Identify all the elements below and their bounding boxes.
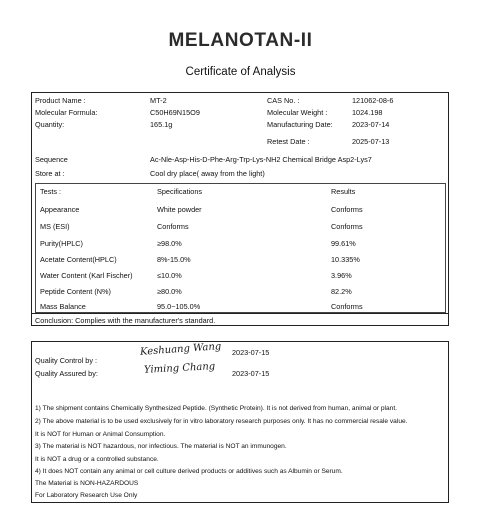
qa-signature: Yiming Chang <box>143 361 216 376</box>
retest-date-label: Retest Date : <box>267 137 310 146</box>
sequence-label: Sequence <box>35 155 68 164</box>
formula-value: C50H69N15O9 <box>150 108 200 117</box>
note-line: It is NOT a drug or a controlled substance. <box>35 456 159 463</box>
note-line: 4) It does NOT contain any animal or cell culture derived products or additives such as Albumin or Serum. <box>35 468 343 475</box>
test-spec: White powder <box>157 205 202 214</box>
qc-label: Quality Control by : <box>35 356 98 365</box>
test-result: 10.335% <box>331 255 360 264</box>
sequence-value: Ac-Nle-Asp-His-D-Phe-Arg-Trp-Lys-NH2 Chemical Bridge Asp2-Lys7 <box>150 155 372 164</box>
test-result: 3.96% <box>331 271 352 280</box>
specifications-header: Specifications <box>157 187 203 196</box>
tests-header: Tests : <box>40 187 62 196</box>
results-header: Results <box>331 187 356 196</box>
test-spec: ≥80.0% <box>157 287 182 296</box>
test-result: 82.2% <box>331 287 352 296</box>
test-spec: ≤10.0% <box>157 271 182 280</box>
formula-label: Molecular Formula: <box>35 108 98 117</box>
test-result: Conforms <box>331 205 363 214</box>
test-name: Water Content (Karl Fischer) <box>40 271 133 280</box>
note-line: 3) The material is NOT hazardous, nor infectious. The material is NOT an immunogen. <box>35 443 287 450</box>
test-name: Purity(HPLC) <box>40 239 83 248</box>
note-line: For Laboratory Research Use Only <box>35 492 138 499</box>
weight-label: Molecular Weight : <box>267 108 328 117</box>
quantity-value: 165.1g <box>150 120 173 129</box>
qa-date: 2023-07-15 <box>232 369 270 378</box>
document-subtitle: Certificate of Analysis <box>185 66 296 78</box>
mfg-date-label: Manufacturing Date: <box>267 120 333 129</box>
retest-date-value: 2025-07-13 <box>352 137 390 146</box>
cas-label: CAS No. : <box>267 96 300 105</box>
test-result: Conforms <box>331 222 363 231</box>
document-title: MELANOTAN-II <box>168 30 313 51</box>
test-result: Conforms <box>331 302 363 311</box>
qc-date: 2023-07-15 <box>232 348 270 357</box>
test-result: 99.61% <box>331 239 356 248</box>
quantity-label: Quantity: <box>35 120 65 129</box>
qa-label: Quality Assured by: <box>35 369 98 378</box>
weight-value: 1024.198 <box>352 108 383 117</box>
test-name: Appearance <box>40 205 80 214</box>
product-name-value: MT-2 <box>150 96 167 105</box>
mfg-date-value: 2023-07-14 <box>352 120 390 129</box>
test-name: Peptide Content (N%) <box>40 287 111 296</box>
conclusion-text: Conclusion: Complies with the manufacturer's standard. <box>35 316 216 325</box>
store-value: Cool dry place( away from the light) <box>150 169 265 178</box>
note-line: 2) The above material is to be used exclusively for in vitro laboratory research purposes only. It has no commercial resale value. <box>35 418 408 425</box>
test-spec: Conforms <box>157 222 189 231</box>
note-line: 1) The shipment contains Chemically Synthesized Peptide. (Synthetic Protein). It is not derived from human, animal or plant. <box>35 405 397 412</box>
product-name-label: Product Name : <box>35 96 86 105</box>
test-spec: 8%-15.0% <box>157 255 191 264</box>
test-name: Acetate Content(HPLC) <box>40 255 117 264</box>
conclusion-divider <box>31 313 449 314</box>
store-label: Store at : <box>35 169 65 178</box>
test-spec: 95.0~105.0% <box>157 302 201 311</box>
qc-signature: Keshuang Wang <box>139 341 222 358</box>
test-name: MS (ESI) <box>40 222 70 231</box>
cas-value: 121062-08-6 <box>352 96 394 105</box>
note-line: It is NOT for Human or Animal Consumption. <box>35 431 166 438</box>
note-line: The Material is NON-HAZARDOUS <box>35 480 139 487</box>
test-spec: ≥98.0% <box>157 239 182 248</box>
test-name: Mass Balance <box>40 302 86 311</box>
